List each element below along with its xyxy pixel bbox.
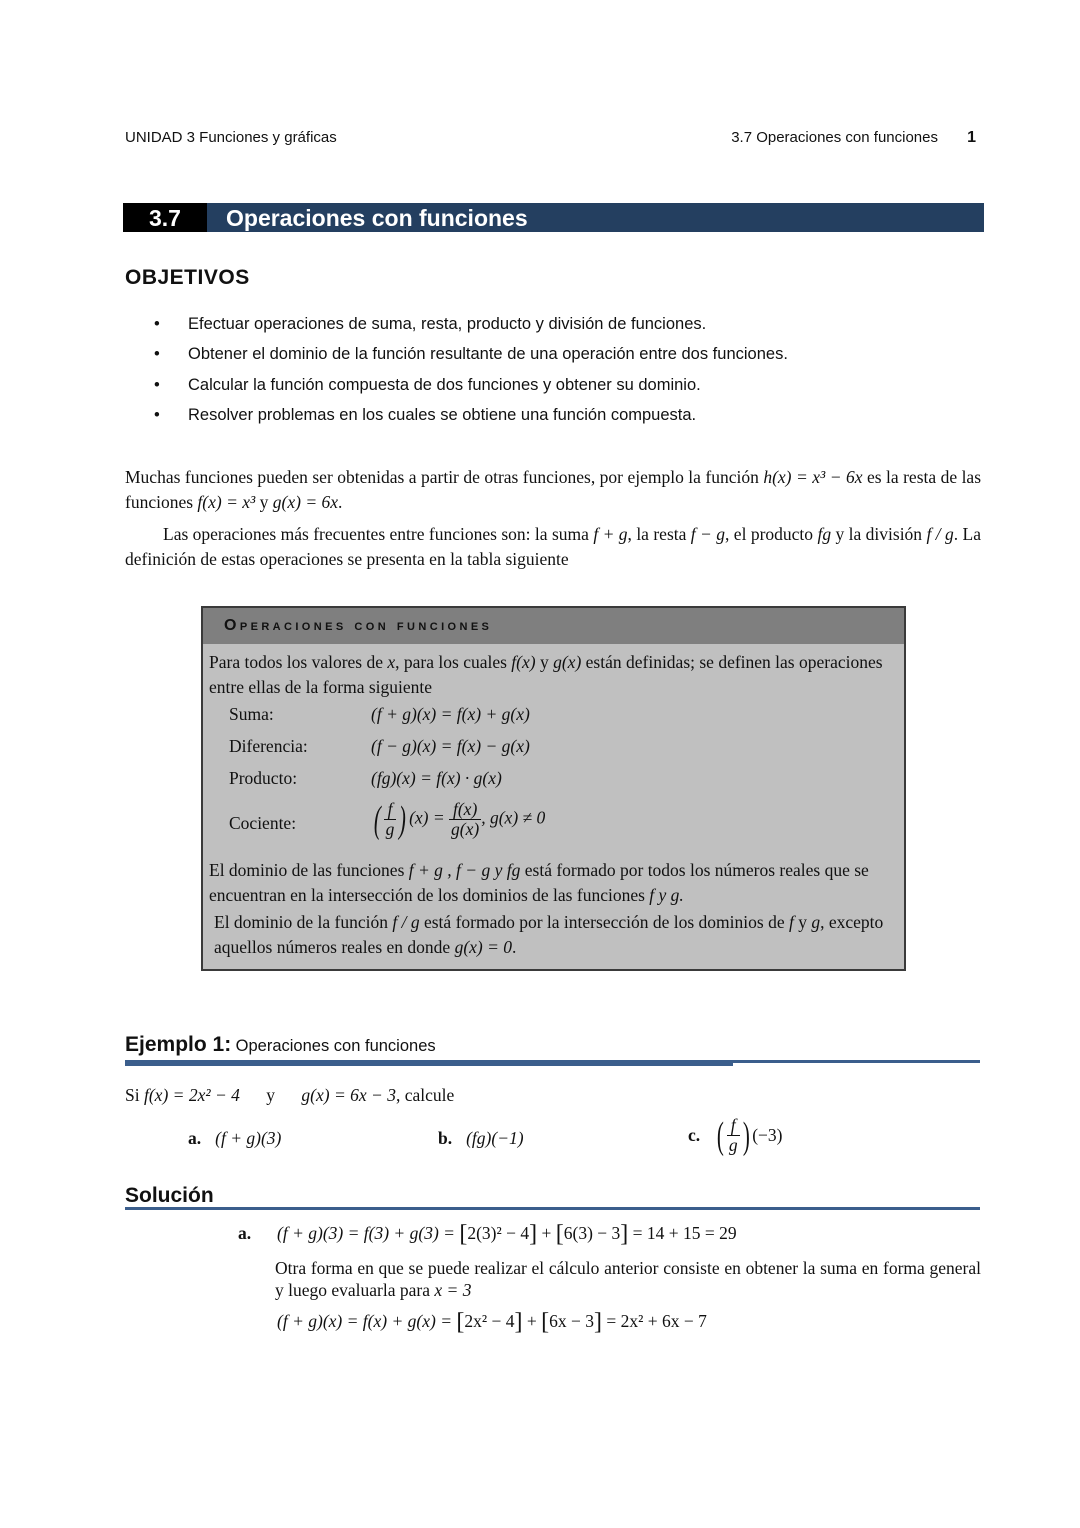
- item-letter: a.: [188, 1128, 202, 1148]
- running-head-section: 3.7 Operaciones con funciones: [731, 129, 938, 146]
- def-formula: (f + g)(x) = f(x) + g(x): [371, 704, 530, 724]
- example-item-b: [438, 1128, 524, 1149]
- intro-paragraph-1: [125, 465, 981, 514]
- def-label: Cociente:: [229, 813, 297, 833]
- item-expr: (f + g)(3): [215, 1128, 282, 1148]
- intro-text: , la resta: [627, 524, 691, 544]
- def-text: , excepto aquellos números reales en donde: [214, 912, 884, 957]
- fraction: [384, 800, 397, 839]
- objective-item: • Resolver problemas en los cuales se obtiene una función compuesta.: [150, 406, 788, 436]
- sol-expr: = 14 + 15 = 29: [628, 1223, 737, 1243]
- def-text: está formado por todos los números reales que se encuentran en la intersección de los dominios de las funciones: [209, 860, 869, 905]
- math-f: f(x) = x³: [197, 491, 256, 512]
- def-label: Suma:: [229, 704, 274, 724]
- math-f: f(x) = 2x² − 4: [143, 1085, 240, 1105]
- math-h: h(x) = x³ − 6x: [763, 467, 863, 487]
- def-label: Producto:: [229, 768, 298, 788]
- solution-a-text: [275, 1257, 981, 1301]
- def-text: Para todos los valores de: [209, 652, 388, 672]
- sol-text: Otra forma en que se puede realizar el cálculo anterior consiste en obtener la suma en forma general y luego evaluarla para: [275, 1258, 981, 1300]
- example-subtitle: Operaciones con funciones: [235, 1037, 436, 1055]
- item-letter: b.: [438, 1128, 453, 1148]
- def-formula: (fg)(x) = f(x) · g(x): [371, 768, 502, 788]
- math-prod: fg: [817, 524, 832, 544]
- example-item-c: [688, 1116, 783, 1155]
- frac-num: f(x): [449, 800, 481, 820]
- intro-text: es la resta de las funciones: [125, 467, 982, 512]
- ex-text: y: [266, 1085, 276, 1105]
- math-diff: f − g: [690, 524, 726, 544]
- left-bracket-icon: [: [541, 1309, 550, 1335]
- left-bracket-icon: [: [459, 1221, 468, 1247]
- intro-text: Muchas funciones pueden ser obtenidas a partir de otras funciones, por ejemplo la función: [125, 467, 759, 487]
- intro-paragraph-2: [125, 522, 981, 571]
- section-number: 3.7: [123, 203, 207, 232]
- solution-a-label: a.: [238, 1223, 252, 1243]
- objective-item: • Calcular la función compuesta de dos funciones y obtener su dominio.: [150, 376, 788, 406]
- frac-num: f: [727, 1116, 740, 1136]
- def-formula: [371, 800, 545, 839]
- objectives-list: [150, 315, 788, 436]
- definition-box: [201, 606, 906, 971]
- frac-den: g(x): [451, 819, 480, 839]
- example-label: Ejemplo 1:: [125, 1033, 232, 1056]
- example-heading: [125, 1033, 436, 1057]
- right-bracket-icon: ]: [514, 1309, 523, 1335]
- sol-expr: 6(3) − 3: [563, 1223, 621, 1243]
- def-condition: , g(x) ≠ 0: [481, 807, 546, 828]
- math-x: x: [387, 652, 396, 672]
- math-eq: x = 3: [434, 1280, 472, 1300]
- fraction: [449, 800, 481, 839]
- math-f: f(x): [511, 652, 536, 672]
- fraction: [727, 1116, 740, 1155]
- objective-item: • Efectuar operaciones de suma, resta, producto y división de funciones.: [150, 315, 788, 345]
- objective-item: • Obtener el dominio de la función resultante de una operación entre dos funciones.: [150, 345, 788, 375]
- definition-domain-2: [214, 910, 904, 960]
- math-g: g(x): [553, 652, 582, 672]
- frac-den: g: [385, 819, 395, 839]
- item-expr: (fg)(−1): [466, 1128, 524, 1148]
- right-paren-icon: ): [399, 798, 407, 841]
- intro-text: Las operaciones más frecuentes entre funciones son: la suma: [163, 524, 594, 544]
- right-paren-icon: ): [742, 1114, 750, 1157]
- section-title: Operaciones con funciones: [226, 205, 528, 231]
- definition-box-header: [203, 608, 904, 644]
- sol-expr: (f + g)(x) = f(x) + g(x) =: [277, 1311, 457, 1331]
- example-statement: [125, 1085, 454, 1106]
- def-text: está formado por la intersección de los dominios de: [419, 912, 789, 932]
- objectives-heading: OBJETIVOS: [125, 266, 250, 289]
- math-g: g(x) = 6x − 3: [301, 1085, 396, 1105]
- left-paren-icon: (: [717, 1114, 724, 1157]
- math-ops: f + g , f − g y fg: [408, 860, 521, 880]
- section-title-bar: [123, 203, 984, 232]
- right-bracket-icon: ]: [594, 1309, 603, 1335]
- def-text: y: [793, 912, 812, 932]
- sol-expr: 2(3)² − 4: [467, 1223, 530, 1243]
- def-text: .: [512, 937, 517, 957]
- def-text: y: [535, 652, 554, 672]
- frac-num: f: [384, 800, 397, 820]
- right-bracket-icon: ]: [620, 1221, 629, 1247]
- example-item-a: [188, 1128, 281, 1149]
- def-text: El dominio de las funciones: [209, 860, 409, 880]
- definition-box-title: Operaciones con funciones: [224, 617, 493, 634]
- solution-rule: [125, 1207, 980, 1210]
- page-number: 1: [967, 129, 976, 146]
- def-text: , para los cuales: [395, 652, 512, 672]
- ex-text: , calcule: [395, 1085, 455, 1105]
- item-letter: c.: [688, 1125, 701, 1145]
- def-text: El dominio de la función: [214, 912, 393, 932]
- intro-text: . La definición de estas operaciones se presenta en la tabla siguiente: [125, 524, 981, 569]
- def-formula: (f − g)(x) = f(x) − g(x): [371, 736, 530, 756]
- definition-domain-1: [209, 858, 899, 908]
- sol-expr: = 2x² + 6x − 7: [602, 1311, 707, 1331]
- solution-heading: Solución: [125, 1184, 214, 1207]
- sol-expr: 2x² − 4: [464, 1311, 515, 1331]
- intro-text: , el producto: [725, 524, 818, 544]
- intro-text: .: [338, 491, 343, 512]
- def-label: Diferencia:: [229, 736, 308, 756]
- solution-a-line-1: (f + g)(3) = f(3) + g(3) = [2(3)² − 4] + [6(3) − 3] = 14 + 15 = 29: [277, 1221, 737, 1247]
- math-div: f / g: [392, 912, 420, 932]
- math-g: g: [811, 912, 821, 932]
- math-f: f: [788, 912, 794, 932]
- math-fg: f y g.: [649, 885, 684, 905]
- ex-text: Si: [125, 1085, 144, 1105]
- math-eq: g(x) = 0: [454, 937, 513, 957]
- def-text: están definidas; se definen las operaciones entre ellas de la forma siguiente: [209, 652, 883, 697]
- math-sum: f + g: [593, 524, 628, 544]
- intro-text: y: [255, 491, 273, 512]
- math-g: g(x) = 6x: [272, 491, 339, 512]
- right-bracket-icon: ]: [529, 1221, 538, 1247]
- intro-text: y la división: [831, 524, 927, 544]
- definition-intro: [209, 650, 899, 700]
- running-head-unit: UNIDAD 3 Funciones y gráficas: [125, 129, 337, 146]
- left-bracket-icon: [: [555, 1221, 564, 1247]
- solution-a-line-2: (f + g)(x) = f(x) + g(x) = [2x² − 4] + [6x − 3] = 2x² + 6x − 7: [277, 1309, 707, 1335]
- frac-den: g: [728, 1135, 738, 1155]
- left-bracket-icon: [: [456, 1309, 465, 1335]
- left-paren-icon: (: [373, 798, 381, 841]
- def-mid: (x) =: [409, 807, 450, 828]
- math-div: f / g: [926, 524, 954, 544]
- example-rule-thick: [125, 1060, 733, 1066]
- item-expr: (−3): [752, 1125, 783, 1145]
- sol-expr: 6x − 3: [549, 1311, 595, 1331]
- sol-expr: (f + g)(3) = f(3) + g(3) =: [277, 1223, 460, 1243]
